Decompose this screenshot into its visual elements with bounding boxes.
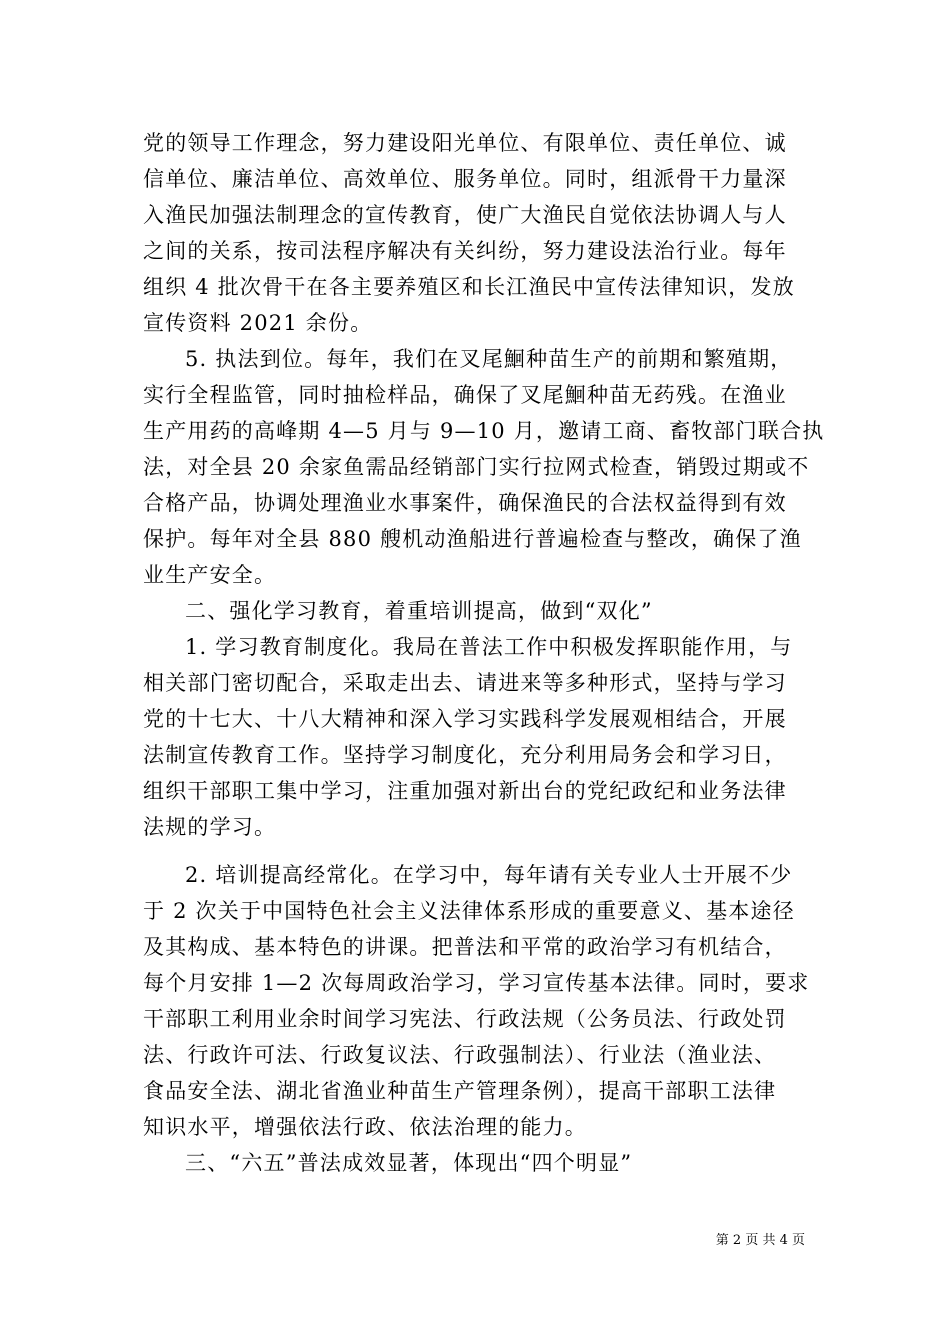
text-line: 之间的关系，按司法程序解决有关纠纷，努力建设法治行业。每年 — [143, 239, 787, 263]
section-heading: 二、强化学习教育，着重培训提高，做到“双化” — [185, 599, 653, 623]
text-line: 法、行政许可法、行政复议法、行政强制法）、行业法（渔业法、 — [143, 1043, 777, 1067]
text-line: 知识水平，增强依法行政、依法治理的能力。 — [143, 1115, 587, 1139]
page-number: 第 2 页 共 4 页 — [715, 1233, 805, 1248]
paragraph-start-line: 5. 执法到位。每年，我们在叉尾鮰种苗生产的前期和繁殖期， — [185, 347, 793, 371]
text-line: 党的领导工作理念，努力建设阳光单位、有限单位、责任单位、诚 — [143, 131, 787, 155]
text-line: 信单位、廉洁单位、高效单位、服务单位。同时，组派骨干力量深 — [143, 167, 787, 191]
text-line: 法，对全县 20 余家鱼需品经销部门实行拉网式检查，销毁过期或不 — [143, 455, 810, 479]
text-line: 保护。每年对全县 880 艘机动渔船进行普遍检查与整改，确保了渔 — [143, 527, 802, 551]
text-line: 党的十七大、十八大精神和深入学习实践科学发展观相结合，开展 — [143, 707, 787, 731]
text-line: 食品安全法、湖北省渔业种苗生产管理条例），提高干部职工法律 — [143, 1079, 777, 1103]
text-line: 组织干部职工集中学习，注重加强对新出台的党纪政纪和业务法律 — [143, 779, 787, 803]
paragraph-start-line: 1. 学习教育制度化。我局在普法工作中积极发挥职能作用，与 — [185, 635, 793, 659]
text-line: 实行全程监管，同时抽检样品，确保了叉尾鮰种苗无药残。在渔业 — [143, 383, 787, 407]
text-line: 相关部门密切配合，采取走出去、请进来等多种形式，坚持与学习 — [143, 671, 787, 695]
text-line: 生产用药的高峰期 4—5 月与 9—10 月，邀请工商、畜牧部门联合执 — [143, 419, 825, 443]
section-heading: 三、“六五”普法成效显著，体现出“四个明显” — [185, 1151, 633, 1175]
text-line: 法规的学习。 — [143, 815, 277, 839]
text-line: 合格产品，协调处理渔业水事案件，确保渔民的合法权益得到有效 — [143, 491, 787, 515]
text-line: 法制宣传教育工作。坚持学习制度化，充分利用局务会和学习日， — [143, 743, 787, 767]
text-line: 业生产安全。 — [143, 563, 277, 587]
text-line: 及其构成、基本特色的讲课。把普法和平常的政治学习有机结合， — [143, 935, 787, 959]
paragraph-start-line: 2. 培训提高经常化。在学习中，每年请有关专业人士开展不少 — [185, 863, 793, 887]
text-line: 宣传资料 2021 余份。 — [143, 311, 373, 335]
text-line: 于 2 次关于中国特色社会主义法律体系形成的重要意义、基本途径 — [143, 899, 795, 923]
text-line: 入渔民加强法制理念的宣传教育，使广大渔民自觉依法协调人与人 — [143, 203, 787, 227]
text-line: 干部职工利用业余时间学习宪法、行政法规（公务员法、行政处罚 — [143, 1007, 787, 1031]
text-line: 每个月安排 1—2 次每周政治学习，学习宣传基本法律。同时，要求 — [143, 971, 810, 995]
text-line: 组织 4 批次骨干在各主要养殖区和长江渔民中宣传法律知识，发放 — [143, 275, 795, 299]
